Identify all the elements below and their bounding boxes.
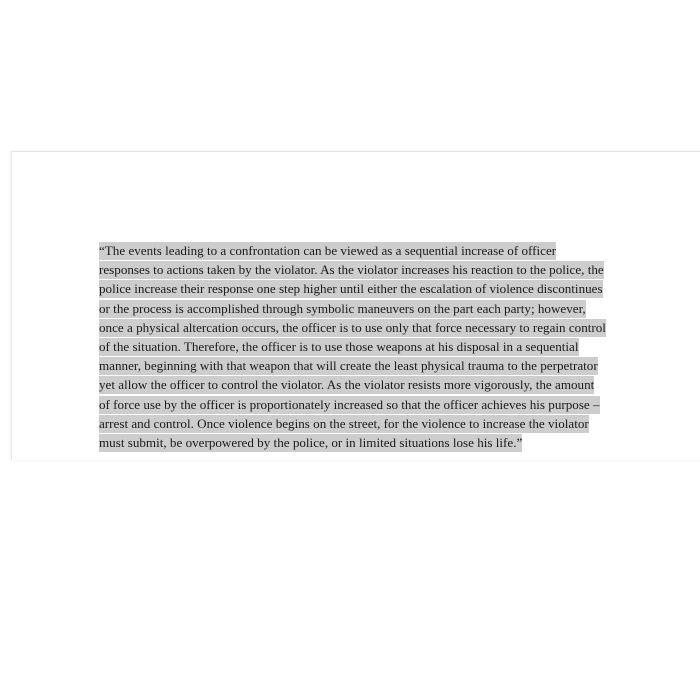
quote-line-2[interactable] — [99, 260, 679, 279]
quote-line-8[interactable] — [99, 375, 679, 394]
quote-line-text: responses to actions taken by the violator. As the violator increases his reaction to the police, the — [99, 262, 604, 278]
quote-line-text: of force use by the officer is proportionately increased so that the officer achieves his purpose – — [99, 396, 600, 412]
quote-line-11[interactable] — [99, 433, 679, 452]
quote-line-text: once a physical altercation occurs, the officer is to use only that force necessary to regain control — [99, 319, 606, 335]
quote-line-text: “The events leading to a confrontation can be viewed as a sequential increase of officer — [99, 243, 557, 258]
quote-line-6[interactable] — [99, 337, 679, 356]
quote-line-5[interactable] — [99, 318, 679, 337]
quote-line-7[interactable] — [99, 356, 679, 375]
selected-quote-paragraph[interactable] — [99, 241, 679, 452]
quote-line-4[interactable] — [99, 299, 679, 318]
quote-line-10[interactable] — [99, 414, 679, 433]
quote-line-3[interactable] — [99, 279, 679, 298]
quote-line-text: must submit, be overpowered by the police, or in limited situations lose his life.” — [99, 434, 523, 450]
quote-line-text: of the situation. Therefore, the officer is to use those weapons at his disposal in a sequential — [99, 338, 579, 354]
quote-line-9[interactable] — [99, 395, 679, 414]
quote-line-text: yet allow the officer to control the violator. As the violator resists more vigorously, the amount — [99, 377, 595, 393]
quote-line-text: manner, beginning with that weapon that will create the least physical trauma to the perpetrator — [99, 358, 598, 374]
quote-line-text: police increase their response one step higher until either the escalation of violence discontinues — [99, 281, 603, 297]
quote-line-1[interactable] — [99, 241, 679, 260]
quote-line-text: arrest and control. Once violence begins on the street, for the violence to increase the violator — [99, 415, 589, 431]
quote-line-text: or the process is accomplished through symbolic maneuvers on the part each party; however, — [99, 300, 586, 316]
